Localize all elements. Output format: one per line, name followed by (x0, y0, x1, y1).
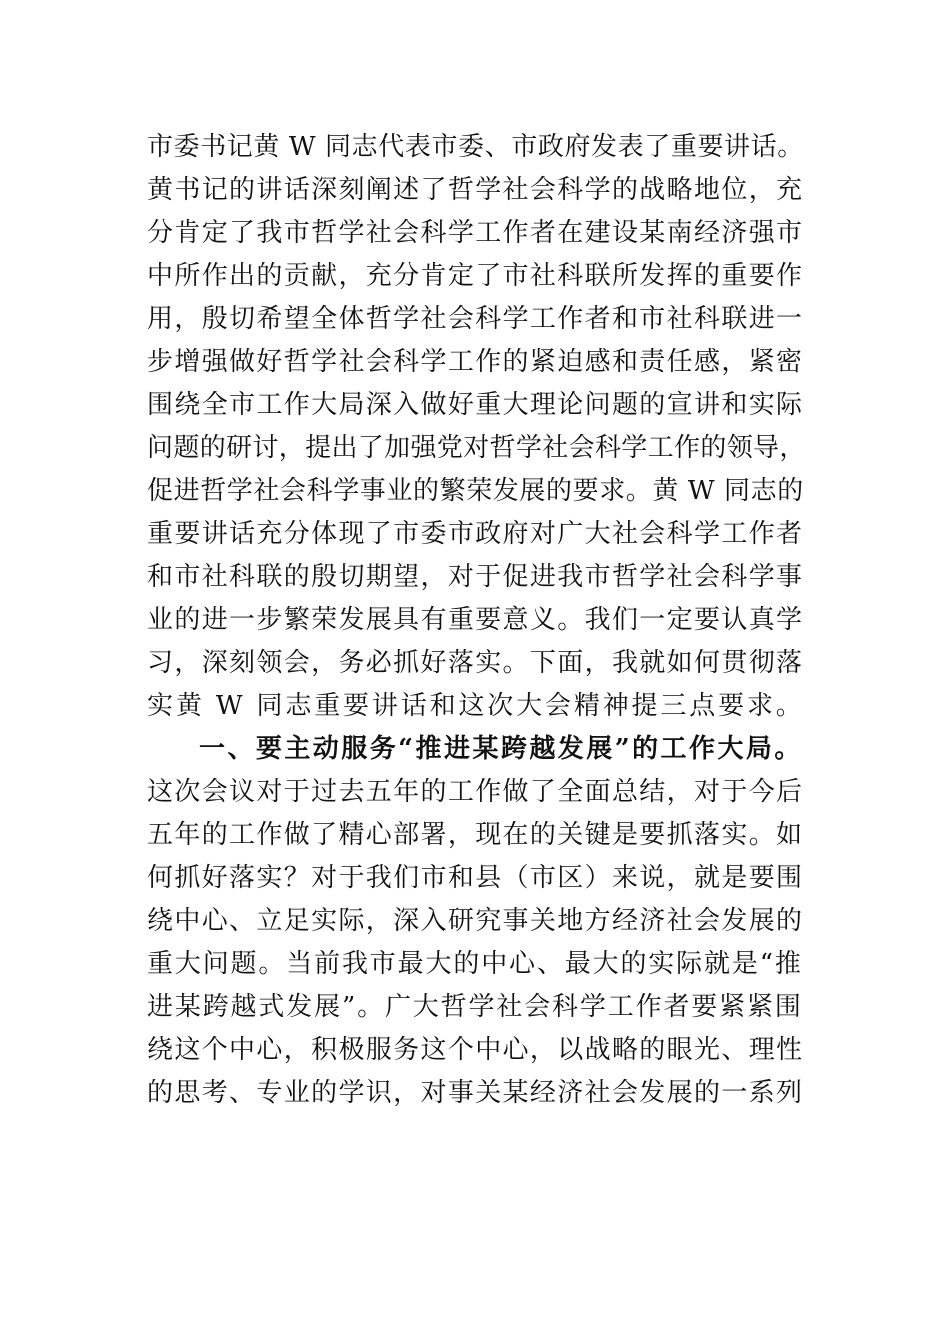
text-line: 业的进一步繁荣发展具有重要意义。我们一定要认真学 (147, 605, 804, 635)
text-line: 重大问题。当前我市最大的中心、最大的实际就是“推 (147, 949, 803, 979)
text-line: 中所作出的贡献，充分肯定了市社科联所发挥的重要作 (147, 261, 804, 291)
section-heading: 一、要主动服务“推进某跨越发展”的工作大局。 (199, 734, 803, 764)
text-line: 步增强做好哲学社会科学工作的紧迫感和责任感，紧密 (147, 347, 804, 377)
text-line: 习，深刻领会，务必抓好落实。下面，我就如何贯彻落 (147, 648, 804, 678)
text-line: 的思考、专业的学识，对事关某经济社会发展的一系列 (147, 1078, 804, 1108)
text-line: 市委书记黄 W 同志代表市委、市政府发表了重要讲话。 (147, 132, 804, 162)
text-line: 问题的研讨，提出了加强党对哲学社会科学工作的领导， (147, 433, 806, 463)
text-line: 重要讲话充分体现了市委市政府对广大社会科学工作者 (147, 519, 804, 549)
document-body (147, 126, 807, 1115)
text-line: 绕中心、立足实际，深入研究事关地方经济社会发展的 (147, 906, 804, 936)
text-line: 五年的工作做了精心部署，现在的关键是要抓落实。如 (147, 820, 804, 850)
text-line: 绕这个中心，积极服务这个中心，以战略的眼光、理性 (147, 1035, 804, 1065)
text-line: 和市社科联的殷切期望，对于促进我市哲学社会科学事 (147, 562, 804, 592)
text-line: 黄书记的讲话深刻阐述了哲学社会科学的战略地位，充 (147, 175, 804, 205)
text-line: 用，殷切希望全体哲学社会科学工作者和市社科联进一 (147, 304, 804, 334)
text-line: 围绕全市工作大局深入做好重大理论问题的宣讲和实际 (147, 390, 804, 420)
text-line: 实黄 W 同志重要讲话和这次大会精神提三点要求。 (147, 691, 805, 721)
text-line: 分肯定了我市哲学社会科学工作者在建设某南经济强市 (147, 218, 804, 248)
text-line: 进某跨越式发展”。广大哲学社会科学工作者要紧紧围 (147, 992, 803, 1022)
text-line: 促进哲学社会科学事业的繁荣发展的要求。黄 W 同志的 (147, 476, 804, 506)
text-line: 何抓好落实？对于我们市和县（市区）来说，就是要围 (147, 863, 804, 893)
text-line: 这次会议对于过去五年的工作做了全面总结，对于今后 (147, 777, 804, 807)
